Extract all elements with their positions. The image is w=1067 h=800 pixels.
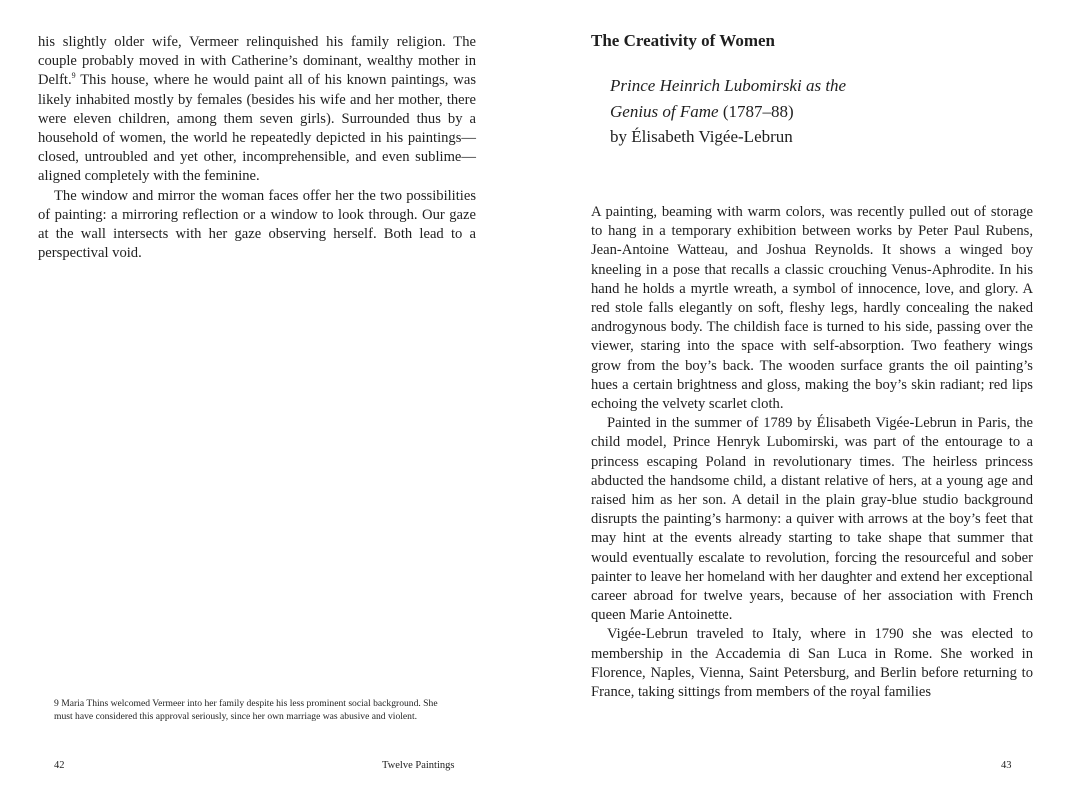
page-number-left: 42 [54, 760, 65, 771]
artwork-heading [610, 73, 846, 150]
left-paragraph-2: The window and mirror the woman faces offer her the two possibilities of painting: a mirroring reflection or a window to look through. Our gaze at the wall intersects with her gaze observing herself. Both lead to a perspectival void. [38, 187, 476, 262]
footnote: 9 Maria Thins welcomed Vermeer into her family despite his less prominent social background. She must have considered this approval seriously, since her own marriage was abusive and violent. [54, 698, 438, 722]
left-paragraph-1 [38, 33, 476, 187]
page-number-right: 43 [1001, 760, 1012, 771]
running-footer: Twelve Paintings [382, 760, 455, 771]
artwork-artist: by Élisabeth Vigée-Lebrun [610, 127, 793, 146]
section-title: The Creativity of Women [591, 31, 775, 50]
left-paragraph-1-text-start: his slightly older wife, Vermeer relinquished his family religion. The couple probably moved in with Catherine’s dominant, wealthy mother in Delft. [38, 34, 476, 89]
right-paragraph-2: Painted in the summer of 1789 by Élisabeth Vigée-Lebrun in Paris, the child model, Prince Henryk Lubomirski, was part of the entourage to a princess escaping Poland in revolutionary times. The heirless princess abducted the handsome child, a distant relative of hers, at a young age and raised him as her son. A detail in the plain gray-blue studio background disrupts the painting’s harmony: a quiver with arrows at the boy’s feet that may hint at the events already starting to take shape that summer that would eventually escalate to revolution, forcing the resourceful and sober painter to leave her homeland with her daughter and extend her exceptional career abroad for twelve years, because of her association with French queen Marie Antoinette. [591, 415, 1033, 624]
left-paragraph-1-text-end: This house, where he would paint all of his known paintings, was likely inhabited mostly by females (besides his wife and her mother, there were eleven children, among them seven girls). Surrounded thus by a household of women, the world he repeatedly depicted in his paintings—closed, untroubled and yet other, incomprehensible, and even sublime—aligned completely with the feminine. [38, 72, 476, 185]
right-body-text [591, 203, 1033, 702]
right-page [533, 0, 1067, 800]
footnote-reference: 9 [71, 71, 76, 81]
artwork-title-line-2 [610, 99, 846, 125]
right-paragraph-1: A painting, beaming with warm colors, was recently pulled out of storage to hang in a temporary exhibition between works by Peter Paul Rubens, Jean-Antoine Watteau, and Joshua Reynolds. It shows a winged boy kneeling in a pose that recalls a classic crouching Venus-Aphrodite. In his hand he holds a myrtle wreath, a symbol of innocence, love, and glory. A red stole falls elegantly on soft, fleshy legs, hardly concealing the naked androgynous body. The childish face is turned to his side, passing over the viewer, staring into the space with self-absorption. Two feathery wings grow from the boy’s back. The wooden surface grants the oil painting’s hues a certain brightness and gloss, making the boy’s skin radiant; red lips echoing the velvety scarlet cloth. [591, 204, 1033, 413]
artwork-title-line-1: Prince Heinrich Lubomirski as the [610, 76, 847, 95]
left-body-text [38, 33, 476, 263]
left-page [0, 0, 533, 800]
right-paragraph-3: Vigée-Lebrun traveled to Italy, where in 1790 she was elected to membership in the Accademia di San Luca in Rome. She worked in Florence, Naples, Vienna, Saint Petersburg, and Berlin before returning to France, taking sittings from members of the royal families [591, 626, 1033, 701]
artwork-date: (1787–88) [718, 101, 794, 121]
artwork-title-end: Genius of Fame [610, 101, 719, 121]
